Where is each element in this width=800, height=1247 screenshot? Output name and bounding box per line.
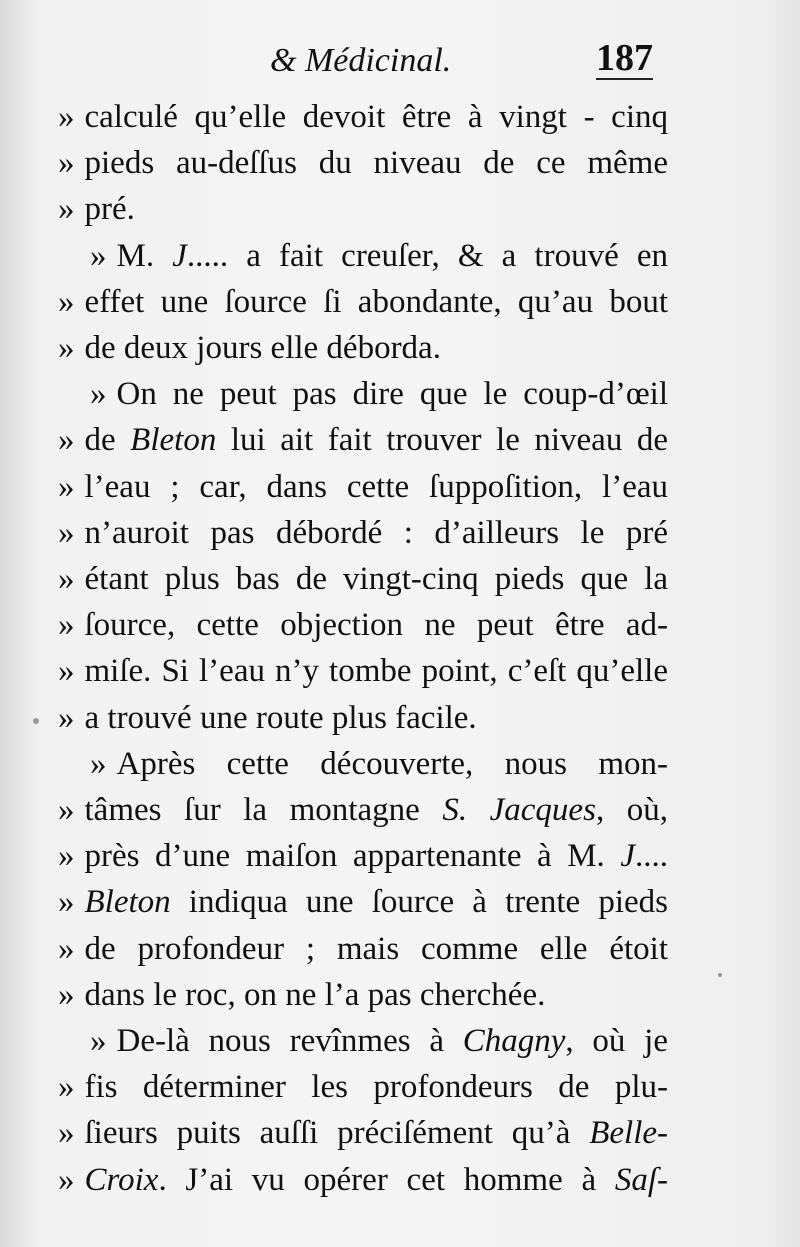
quote-mark: »: [58, 1161, 75, 1198]
quote-mark: »: [58, 699, 75, 736]
text-segment: Après cette découverte, nous mon-: [116, 745, 668, 782]
quote-mark: »: [58, 884, 75, 921]
text-line: [58, 326, 668, 370]
text-line: [90, 1019, 668, 1063]
quote-mark: »: [58, 514, 75, 551]
quote-mark: »: [58, 145, 75, 182]
text-line: [90, 234, 668, 278]
text-line: [58, 696, 668, 740]
page-header: [0, 38, 800, 88]
italic-text: J: [620, 838, 635, 875]
quote-mark: »: [58, 283, 75, 320]
quote-mark: »: [58, 99, 75, 135]
italic-text: Croix: [84, 1161, 159, 1198]
italic-text: S. Jacques: [442, 792, 596, 828]
text-line: [58, 927, 668, 971]
text-line: [58, 557, 668, 601]
text-line: [58, 418, 668, 462]
text-segment: fis déterminer les profondeurs de plu-: [84, 1069, 668, 1106]
text-line: [58, 880, 668, 924]
italic-text: Bleton: [84, 884, 171, 921]
italic-text: Belle-: [589, 1115, 668, 1152]
text-segment: de profondeur ; mais comme elle étoit: [84, 930, 668, 967]
text-segment: , où,: [595, 792, 668, 828]
quote-mark: »: [58, 1069, 75, 1106]
text-line: [58, 280, 668, 324]
text-segment: On ne peut pas dire que le coup-d’œil: [116, 376, 668, 413]
ink-speck: [33, 718, 39, 724]
quote-mark: »: [58, 468, 75, 505]
quote-mark: »: [58, 838, 75, 875]
quote-mark: »: [58, 561, 75, 597]
quote-mark: »: [90, 1023, 107, 1059]
text-segment: De-là nous revînmes à: [116, 1023, 463, 1059]
text-line: [58, 649, 668, 693]
text-line: [58, 973, 668, 1017]
text-segment: ....: [635, 838, 668, 875]
text-line: [58, 834, 668, 878]
quote-mark: »: [58, 653, 75, 690]
italic-text: Saſ-: [614, 1161, 668, 1198]
text-segment: pieds au-deſſus du niveau de ce même: [84, 145, 668, 182]
text-segment: l’eau ; car, dans cette ſuppoſition, l’eau: [84, 468, 668, 505]
text-segment: près d’une maiſon appartenante à M.: [84, 838, 621, 875]
text-segment: effet une ſource ſi abondante, qu’au bout: [84, 283, 668, 320]
text-line: [58, 187, 668, 231]
text-segment: miſe. Si l’eau n’y tombe point, c’eſt qu’elle: [84, 653, 668, 690]
quote-mark: »: [58, 976, 75, 1013]
quote-mark: »: [58, 330, 75, 366]
ink-speck: [718, 973, 722, 977]
text-segment: pré.: [84, 191, 135, 228]
text-segment: a trouvé une route plus facile.: [84, 699, 477, 736]
text-line: [58, 141, 668, 185]
text-line: [58, 1065, 668, 1109]
text-segment: tâmes ſur la montagne: [84, 792, 443, 828]
quote-mark: »: [58, 422, 75, 459]
quote-mark: »: [90, 237, 107, 274]
text-segment: calculé qu’elle devoit être à vingt - cinq: [84, 99, 668, 135]
text-line: [58, 788, 668, 832]
quote-mark: »: [58, 607, 75, 644]
italic-text: Chagny: [462, 1023, 566, 1059]
text-line: [58, 1158, 668, 1202]
quote-mark: »: [58, 792, 75, 828]
text-segment: n’auroit pas débordé : d’ailleurs le pré: [84, 514, 668, 551]
text-line: [90, 372, 668, 416]
text-line: [58, 511, 668, 555]
quote-mark: »: [58, 1115, 75, 1152]
text-segment: lui ait fait trouver le niveau de: [216, 422, 668, 459]
page-number: 187: [596, 37, 653, 79]
text-segment: de deux jours elle déborda.: [84, 330, 441, 366]
running-title: & Médicinal.: [270, 42, 452, 79]
text-segment: ſieurs puits auſſi préciſément qu’à: [84, 1115, 590, 1152]
quote-mark: »: [58, 191, 75, 228]
quote-mark: »: [90, 745, 107, 782]
text-segment: . J’ai vu opérer cet homme à: [158, 1161, 615, 1198]
text-segment: M.: [116, 237, 173, 274]
text-line: [58, 1111, 668, 1155]
text-segment: , où je: [565, 1023, 668, 1059]
italic-text: Bleton: [130, 422, 217, 459]
text-line: [58, 603, 668, 647]
text-segment: indiqua une ſource à trente pieds: [170, 884, 668, 921]
text-segment: dans le roc, on ne l’a pas cherchée.: [84, 976, 546, 1013]
text-segment: de: [84, 422, 131, 459]
italic-text: J: [172, 237, 187, 274]
text-segment: ſource, cette objection ne peut être ad-: [84, 607, 668, 644]
text-line: [90, 742, 668, 786]
quote-mark: »: [90, 376, 107, 413]
text-line: [58, 465, 668, 509]
text-segment: étant plus bas de vingt-cinq pieds que la: [84, 561, 668, 597]
quote-mark: »: [58, 930, 75, 967]
text-segment: ..... a fait creuſer, & a trouvé en: [186, 237, 669, 274]
text-line: [58, 95, 668, 139]
